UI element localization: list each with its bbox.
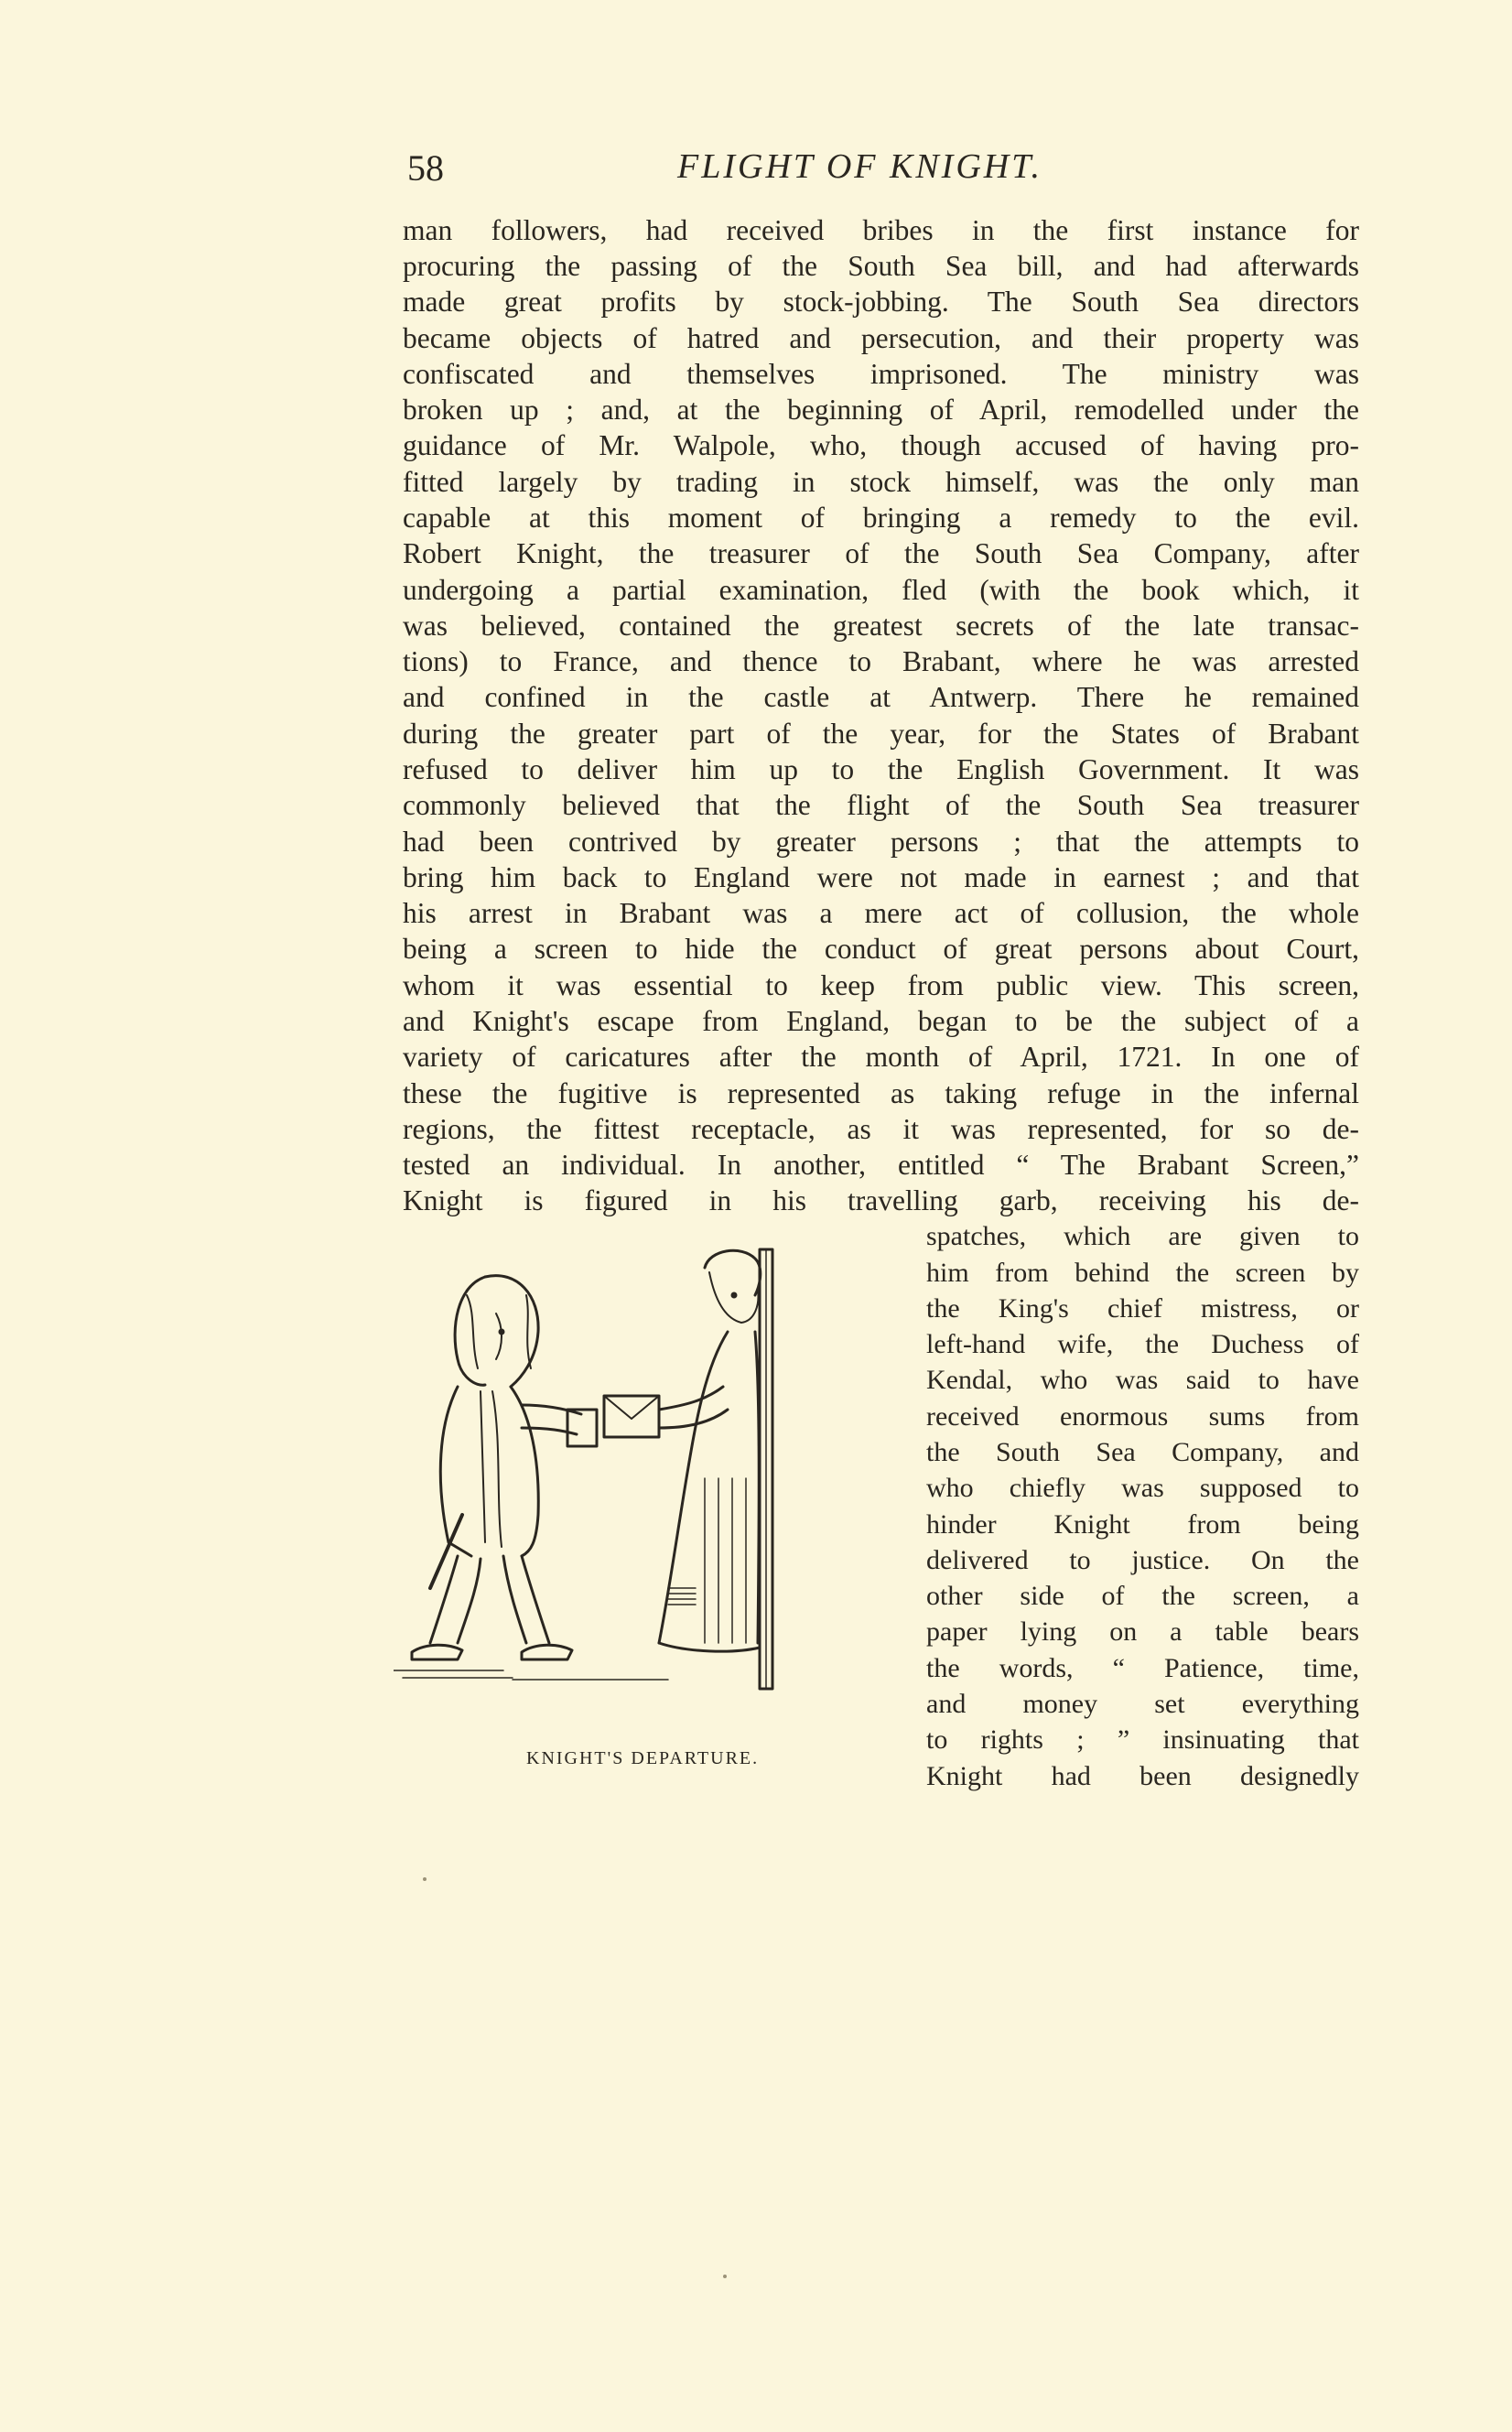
- text-line: during the greater part of the year, for the States of Brabant: [403, 718, 1359, 750]
- text-line: other side of the screen, a: [926, 1581, 1359, 1611]
- figure-caption: KNIGHT'S DEPARTURE.: [526, 1748, 760, 1768]
- text-line: to rights ; ” insinuating that: [926, 1724, 1359, 1755]
- text-line: tested an individual. In another, entitled “ The Brabant Screen,”: [403, 1149, 1359, 1181]
- scan-speck: [723, 2275, 727, 2278]
- text-line: the King's chief mistress, or: [926, 1293, 1359, 1324]
- text-line: had been contrived by greater persons ; that the attempts to: [403, 826, 1359, 858]
- running-title: FLIGHT OF KNIGHT.: [677, 147, 1043, 186]
- text-line: man followers, had received bribes in the first instance for: [403, 214, 1359, 246]
- text-line: fitted largely by trading in stock himself, was the only man: [403, 466, 1359, 498]
- text-line: regions, the fittest receptacle, as it was represented, for so de-: [403, 1113, 1359, 1145]
- text-line: who chiefly was supposed to: [926, 1473, 1359, 1503]
- scan-speck: [423, 1877, 427, 1881]
- text-line: whom it was essential to keep from public view. This screen,: [403, 969, 1359, 1001]
- text-line: tions) to France, and thence to Brabant, where he was arrested: [403, 645, 1359, 677]
- engraving-illustration: [394, 1240, 906, 1739]
- text-line: received enormous sums from: [926, 1401, 1359, 1432]
- text-line: delivered to justice. On the: [926, 1545, 1359, 1575]
- text-line: spatches, which are given to: [926, 1221, 1359, 1251]
- text-line: these the fugitive is represented as taking refuge in the infernal: [403, 1077, 1359, 1109]
- text-line: the South Sea Company, and: [926, 1437, 1359, 1467]
- text-line: him from behind the screen by: [926, 1258, 1359, 1288]
- text-line: Knight had been designedly: [926, 1761, 1359, 1791]
- text-line: his arrest in Brabant was a mere act of collusion, the whole: [403, 897, 1359, 929]
- text-line: paper lying on a table bears: [926, 1616, 1359, 1647]
- text-line: Kendal, who was said to have: [926, 1365, 1359, 1395]
- text-line: and money set everything: [926, 1689, 1359, 1719]
- text-line: refused to deliver him up to the English Government. It was: [403, 753, 1359, 785]
- text-line: confiscated and themselves imprisoned. The ministry was: [403, 358, 1359, 390]
- text-line: Robert Knight, the treasurer of the South Sea Company, after: [403, 537, 1359, 569]
- text-line: hinder Knight from being: [926, 1509, 1359, 1540]
- text-line: was believed, contained the greatest secrets of the late transac-: [403, 610, 1359, 642]
- text-line: Knight is figured in his travelling garb, receiving his de-: [403, 1184, 1359, 1216]
- text-line: bring him back to England were not made in earnest ; and that: [403, 861, 1359, 893]
- page-number: 58: [407, 147, 444, 189]
- text-line: variety of caricatures after the month of April, 1721. In one of: [403, 1041, 1359, 1073]
- text-line: the words, “ Patience, time,: [926, 1653, 1359, 1683]
- text-line: became objects of hatred and persecution, and their property was: [403, 322, 1359, 354]
- text-line: being a screen to hide the conduct of great persons about Court,: [403, 933, 1359, 965]
- text-line: and confined in the castle at Antwerp. There he remained: [403, 681, 1359, 713]
- text-line: procuring the passing of the South Sea bill, and had afterwards: [403, 250, 1359, 282]
- text-line: undergoing a partial examination, fled (with the book which, it: [403, 574, 1359, 606]
- text-line: capable at this moment of bringing a remedy to the evil.: [403, 502, 1359, 534]
- text-line: made great profits by stock-jobbing. The South Sea directors: [403, 286, 1359, 318]
- text-line: commonly believed that the flight of the South Sea treasurer: [403, 789, 1359, 821]
- text-line: guidance of Mr. Walpole, who, though accused of having pro-: [403, 429, 1359, 461]
- text-line: broken up ; and, at the beginning of April, remodelled under the: [403, 394, 1359, 426]
- text-line: left-hand wife, the Duchess of: [926, 1329, 1359, 1359]
- text-line: and Knight's escape from England, began to be the subject of a: [403, 1005, 1359, 1037]
